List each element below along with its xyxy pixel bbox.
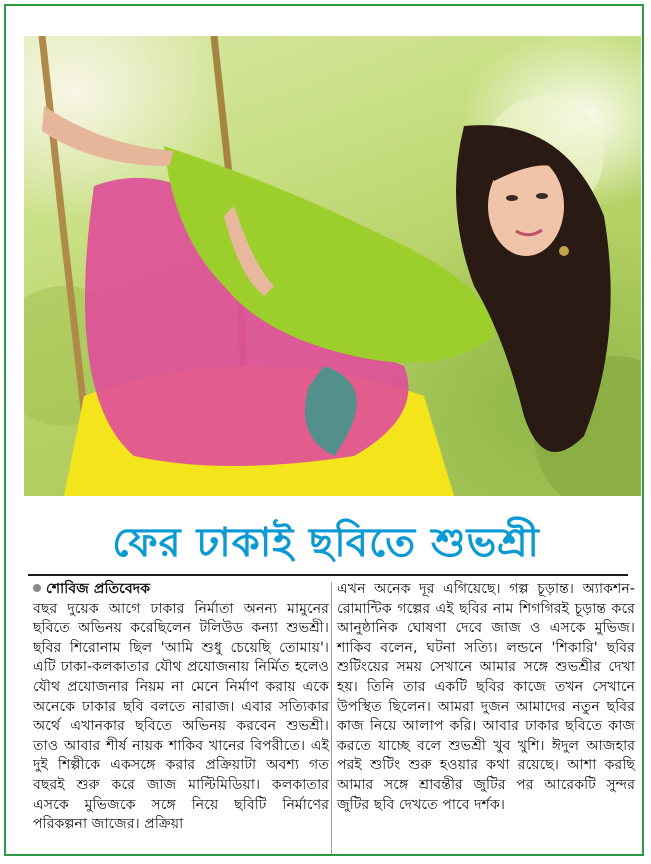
body-text-left: বছর দুয়েক আগে ঢাকার নির্মাতা অনন্য মামুনের ছবিতে অভিনয় করেছিলেন টলিউড কন্যা শুভশ্রী। ছবির শিরোনাম ছিল 'আমি শুধু চেয়েছি তোমায়'। এটি ঢাকা-কলকাতার যৌথ প্রযোজনায় নির্মিত হলেও যৌথ প্রযোজনার নিয়ম না মেনে নির্মাণ করায় একে অনেকে ঢাকার ছবি বলতে নারাজ। এবার সত্যিকার অর্থে এখানকার ছবিতে অভিনয় করবেন শুভশ্রী। তাও আবার শীর্ষ নায়ক শাকিব খানের বিপরীতে। এই দুই শিল্পীকে একসঙ্গে করার প্রক্রিয়াটা অবশ্য গত বছরই শুরু করে জাজ মাল্টিমিডিয়া। কলকাতার এসকে মুভিজকে সঙ্গে নিয়ে ছবিটি নির্মাণের পরিকল্পনা জাজের। প্রক্রিয়া: [33, 600, 329, 833]
byline: [33, 580, 329, 600]
bullet-icon: [33, 584, 41, 592]
headline-rule: [28, 574, 628, 576]
body-text-right: এখন অনেক দূর এগিয়েছে। গল্প চূড়ান্ত। অ্যাকশন-রোমান্টিক গল্পের এই ছবির নাম শিগগিরই চূড়ান্ত করে আনুষ্ঠানিক ঘোষণা দেবে জাজ ও এসকে মুভিজ। শাকিব বলেন, ঘটনা সত্যি। লন্ডনে 'শিকারি' ছবির শুটিংয়ের সময় সেখানে আমার সঙ্গে শুভশ্রীর দেখা হয়। তিনি তার একটি ছবির কাজে তখন সেখানে উপস্থিত ছিলেন। আমরা দুজন আমাদের নতুন ছবির কাজ নিয়ে আলাপ করি। আবার ঢাকার ছবিতে কাজ করতে যাচ্ছে বলে শুভশ্রী খুব খুশি। ঈদুল আজহার পরই শুটিং শুরু হওয়ার কথা রয়েছে। আশা করছি আমার সঙ্গে শ্রাবন্তীর জুটির পর আরেকটি সুন্দর জুটির ছবি দেখতে পাবে দর্শক।: [337, 581, 635, 813]
arm-raised: [42, 106, 174, 166]
byline-text: শোবিজ প্রতিবেদক: [46, 581, 151, 597]
headline: ফের ঢাকাই ছবিতে শুভশ্রী: [112, 519, 540, 566]
article-frame: [4, 4, 644, 856]
column-divider: [331, 582, 332, 854]
column-right: [337, 580, 635, 815]
photo-illustration: [24, 36, 641, 496]
article-photo: [24, 36, 641, 496]
column-left: [33, 580, 329, 835]
earring: [559, 246, 569, 256]
